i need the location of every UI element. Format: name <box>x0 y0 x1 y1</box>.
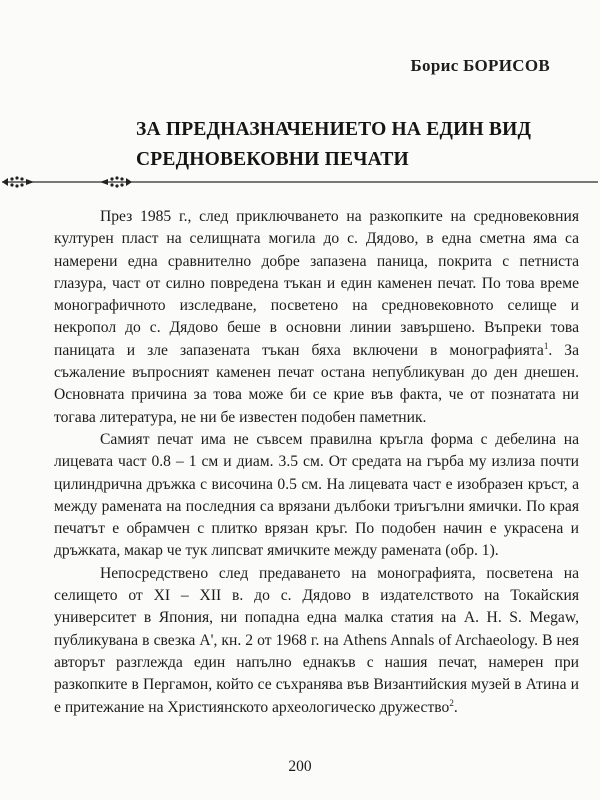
footnote-ref-1[interactable]: 1 <box>543 340 549 351</box>
paragraph-3: Непосредствено след предаването на монографията, посветена на селището от XI – XII в. до с. Дядово в издателството на Токайския университет в Япония, ни попадна една малка статия на A. H. S. Megaw, публикувана в свезка A', кн. 2 от 1968 г. на Athens Annals of Archaeology. В нея авторът разглежда един напълно еднакъв с нашия печат, намерен при разкопките в Пергамон, който се съхранява във Византийския музей в Атина и е притежание на Християнското археологическо дружество$^2$. <box>54 564 579 716</box>
paragraph-1: През 1985 г., след приключването на разкопките на средновековния културен пласт на селищната могила до с. Дядово, в една сметна яма са намерени една сравнително добре запазена паница, покрита с петниста глазура, част от силно повредена тъкан и един каменен печат. По това време монографичното изследване, посветено на средновековното селище и некропол до с. Дядово беше в основни линии завършено. Въпреки това паницата и зле запазената тъкан бяха включени в монографията$^1$. За съжаление въпросният каменен печат остана непубликуван до ден днешен. Основната причина за това може би се крие във факта, че от познатата ни тогава литература, не ни бе известен подобен паметник. <box>54 208 580 426</box>
decorative-rule-ornament-icon <box>0 174 600 190</box>
paragraph-2: Самият печат има не съвсем правилна кръгла форма с дебелина на лицевата част 0.8 – 1 см и диам. 3.5 см. От средата на гърба му излиза почти цилиндрична дръжка с височина 0.5 см. На лицевата част е изобразен кръст, а между рамената на последния са врязани дълбоки триъгълни ямички. По края печатът е обрамчен с плитко врязан кръг. По подобен начин е украсена и дръжката, макар че тук липсват ямичките между рамената (обр. 1). <box>54 430 579 560</box>
article-body <box>54 206 579 719</box>
author-name: Борис БОРИСОВ <box>410 56 550 75</box>
title-line-1: ЗА ПРЕДНАЗНАЧЕНИЕТО НА ЕДИН ВИД <box>136 119 532 140</box>
article-title <box>136 115 576 175</box>
title-line-2: СРЕДНОВЕКОВНИ ПЕЧАТИ <box>136 149 409 170</box>
footnote-ref-2[interactable]: 2 <box>449 697 454 708</box>
page-number: 200 <box>288 758 312 775</box>
